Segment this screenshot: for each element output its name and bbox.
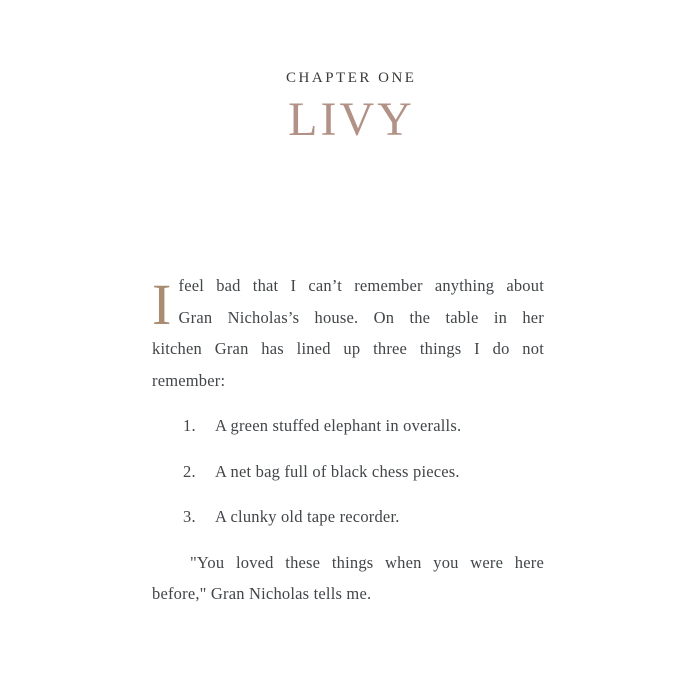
list-item-text: A green stuffed elephant in overalls. [215,416,462,435]
things-list [152,410,544,533]
opening-line-3: kitchen Gran has lined up three things I do not [152,339,544,358]
drop-cap: I [152,272,172,337]
closing-line-2: before," Gran Nicholas tells me. [152,584,372,603]
opening-line-2: Gran Nicholas’s house. On the table in her [178,307,544,327]
chapter-label: CHAPTER ONE [286,70,417,86]
list-item [152,501,544,533]
list-item-number: 3. [183,507,196,526]
list-item-number: 2. [183,461,196,481]
opening-line-4: remember: [152,370,226,390]
closing-paragraph [152,547,544,610]
list-item [152,410,544,442]
opening-line-1: feel bad that I can’t remember anything about [178,276,544,295]
closing-line-1: "You loved these things when you were here [190,552,544,572]
opening-paragraph [152,270,544,396]
chapter-title: LIVY [288,93,415,146]
list-item [152,456,544,488]
list-item-text: A net bag full of black chess pieces. [215,461,460,481]
list-item-text: A clunky old tape recorder. [215,507,400,526]
page-body [152,270,544,610]
list-item-number: 1. [183,416,196,435]
